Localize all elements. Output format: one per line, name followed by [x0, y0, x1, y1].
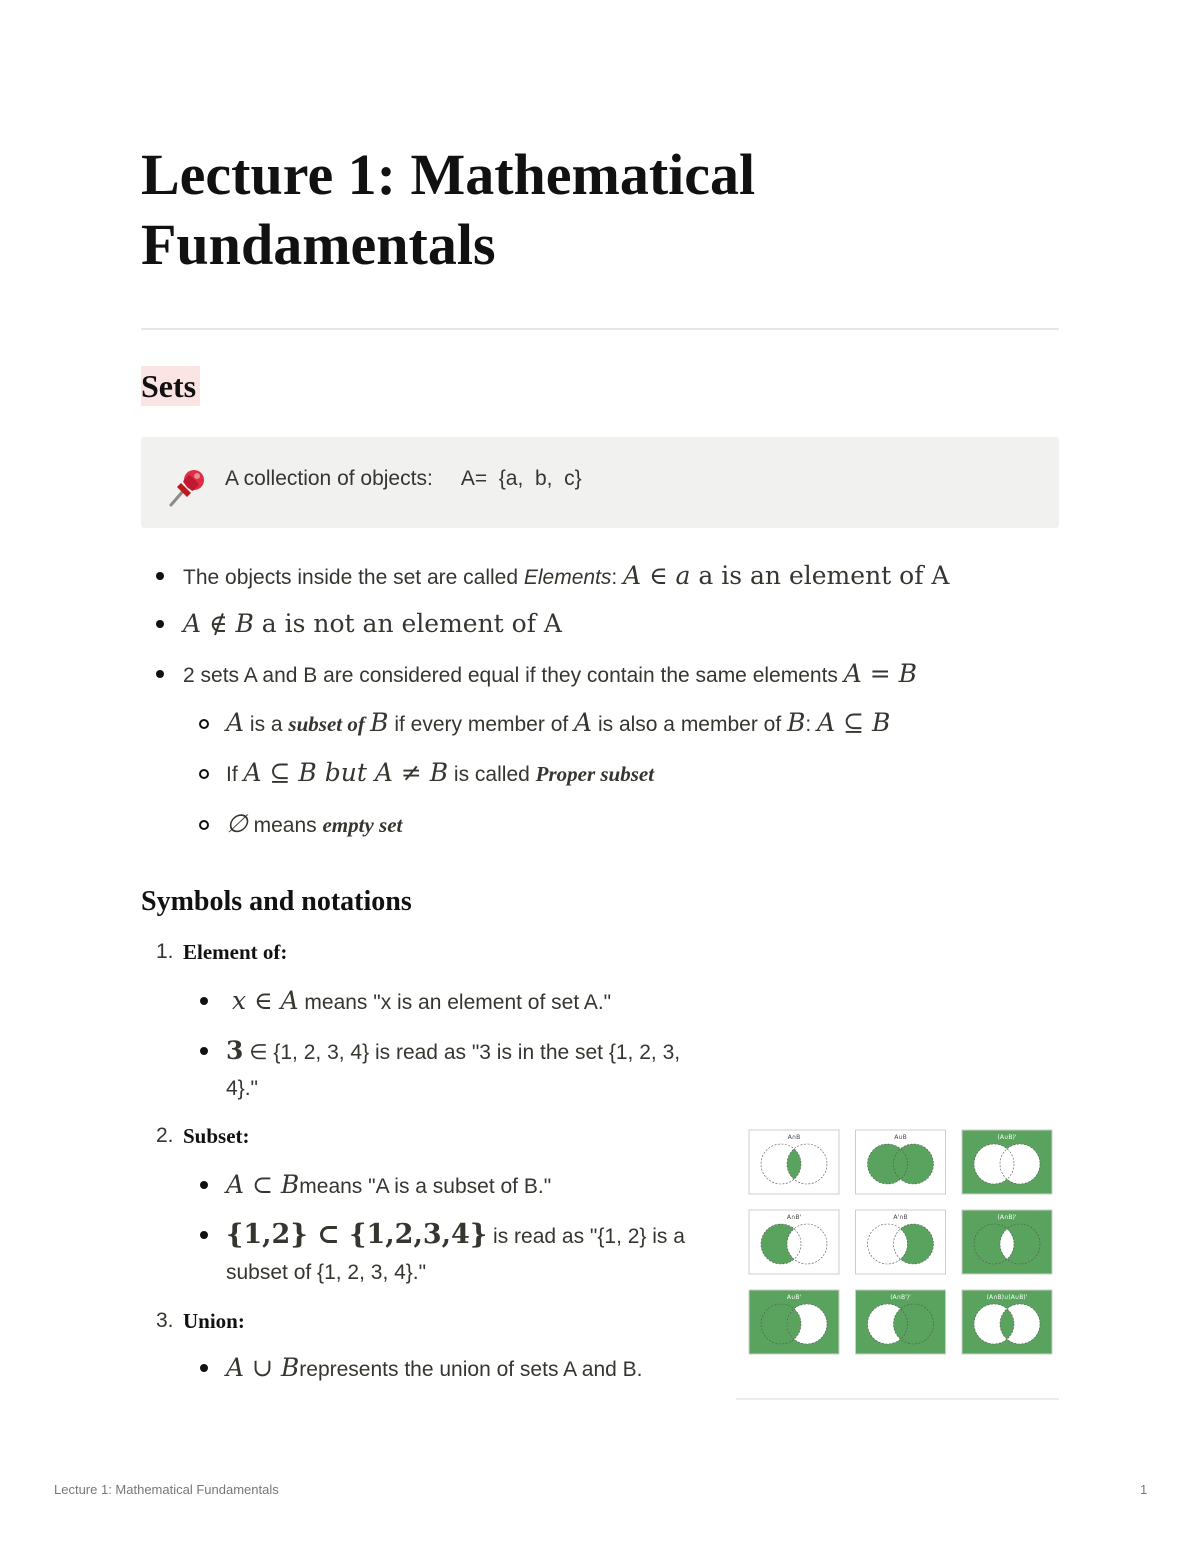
venn-diagram [856, 1130, 946, 1194]
list-item-union-def: A ∪ Brepresents the union of sets A and B. [226, 1353, 643, 1382]
list-item-not-element: A ∉ B a is not an element of A [183, 609, 562, 638]
bullet [200, 1231, 208, 1239]
list-item-elements: The objects inside the set are called Elements: A ∈ a a is an element of A [183, 561, 950, 590]
venn-diagram [856, 1290, 946, 1354]
list-item-element-def: x ∈ A means "x is an element of set A." [232, 986, 612, 1015]
venn-diagram [856, 1210, 946, 1274]
bullet [200, 1047, 208, 1055]
callout-text: A collection of objects: A= {a, b, c} [225, 467, 582, 490]
venn-label: A∩B' [786, 1214, 802, 1221]
list-number: 1. [156, 940, 174, 963]
page-title: Lecture 1: Mathematical Fundamentals [141, 142, 756, 277]
image-divider [736, 1398, 1059, 1400]
page-number: 1 [1140, 1482, 1148, 1497]
venn-label: A∪B' [786, 1294, 802, 1301]
bullet [200, 1181, 208, 1189]
venn-diagram [749, 1210, 839, 1274]
venn-label: A'∩B [893, 1214, 908, 1221]
list-label-union: Union: [183, 1309, 245, 1333]
footer-title: Lecture 1: Mathematical Fundamentals [54, 1482, 279, 1497]
venn-diagram [962, 1130, 1052, 1194]
divider [141, 328, 1059, 330]
list-item-subset-def: A ⊂ Bmeans "A is a subset of B." [226, 1170, 552, 1199]
heading-sets: Sets [141, 366, 200, 406]
venn-diagrams-image [736, 1120, 1059, 1400]
bullet [200, 997, 208, 1005]
list-item-subset: A is a subset of B if every member of A is also a member of B: A ⊆ B [226, 708, 891, 737]
list-item-proper-subset: If A ⊆ B but A ≠ B is called Proper subset [226, 758, 655, 787]
venn-diagram [749, 1130, 839, 1194]
list-item-subset-example: {1,2} ⊂ {1,2,3,4} is read as "{1, 2} is a subset of {1, 2, 3, 4}." [226, 1219, 685, 1284]
list-number: 3. [156, 1309, 174, 1332]
venn-label: A∩B [787, 1134, 801, 1141]
list-item-element-example: 3 ∈ {1, 2, 3, 4} is read as "3 is in the set {1, 2, 3, 4}." [226, 1036, 681, 1100]
list-label-element-of: Element of: [183, 940, 288, 964]
list-item-empty-set: ∅ means empty set [226, 809, 403, 838]
list-item-equal-sets: 2 sets A and B are considered equal if they contain the same elements A = B [183, 659, 918, 688]
sub-bullet [199, 820, 209, 830]
bullet [156, 572, 164, 580]
venn-label: (A∪B)' [997, 1134, 1017, 1141]
venn-diagram [749, 1290, 839, 1354]
sub-bullet [199, 719, 209, 729]
bullet [156, 620, 164, 628]
venn-label: (A∩B)∪(A∪B)' [986, 1294, 1028, 1301]
list-number: 2. [156, 1124, 174, 1147]
bullet [200, 1364, 208, 1372]
venn-diagram [962, 1290, 1052, 1354]
pushpin-icon [165, 465, 209, 509]
venn-label: (A∩B')' [890, 1294, 911, 1301]
sub-bullet [199, 769, 209, 779]
venn-label: A∪B [894, 1134, 907, 1141]
list-label-subset: Subset: [183, 1124, 250, 1148]
heading-symbols: Symbols and notations [141, 886, 412, 917]
callout-math: A= {a, b, c} [460, 467, 582, 490]
callout-box [141, 437, 1059, 528]
venn-label: (A∩B)' [997, 1214, 1017, 1221]
bullet [156, 670, 164, 678]
venn-diagram [962, 1210, 1052, 1274]
